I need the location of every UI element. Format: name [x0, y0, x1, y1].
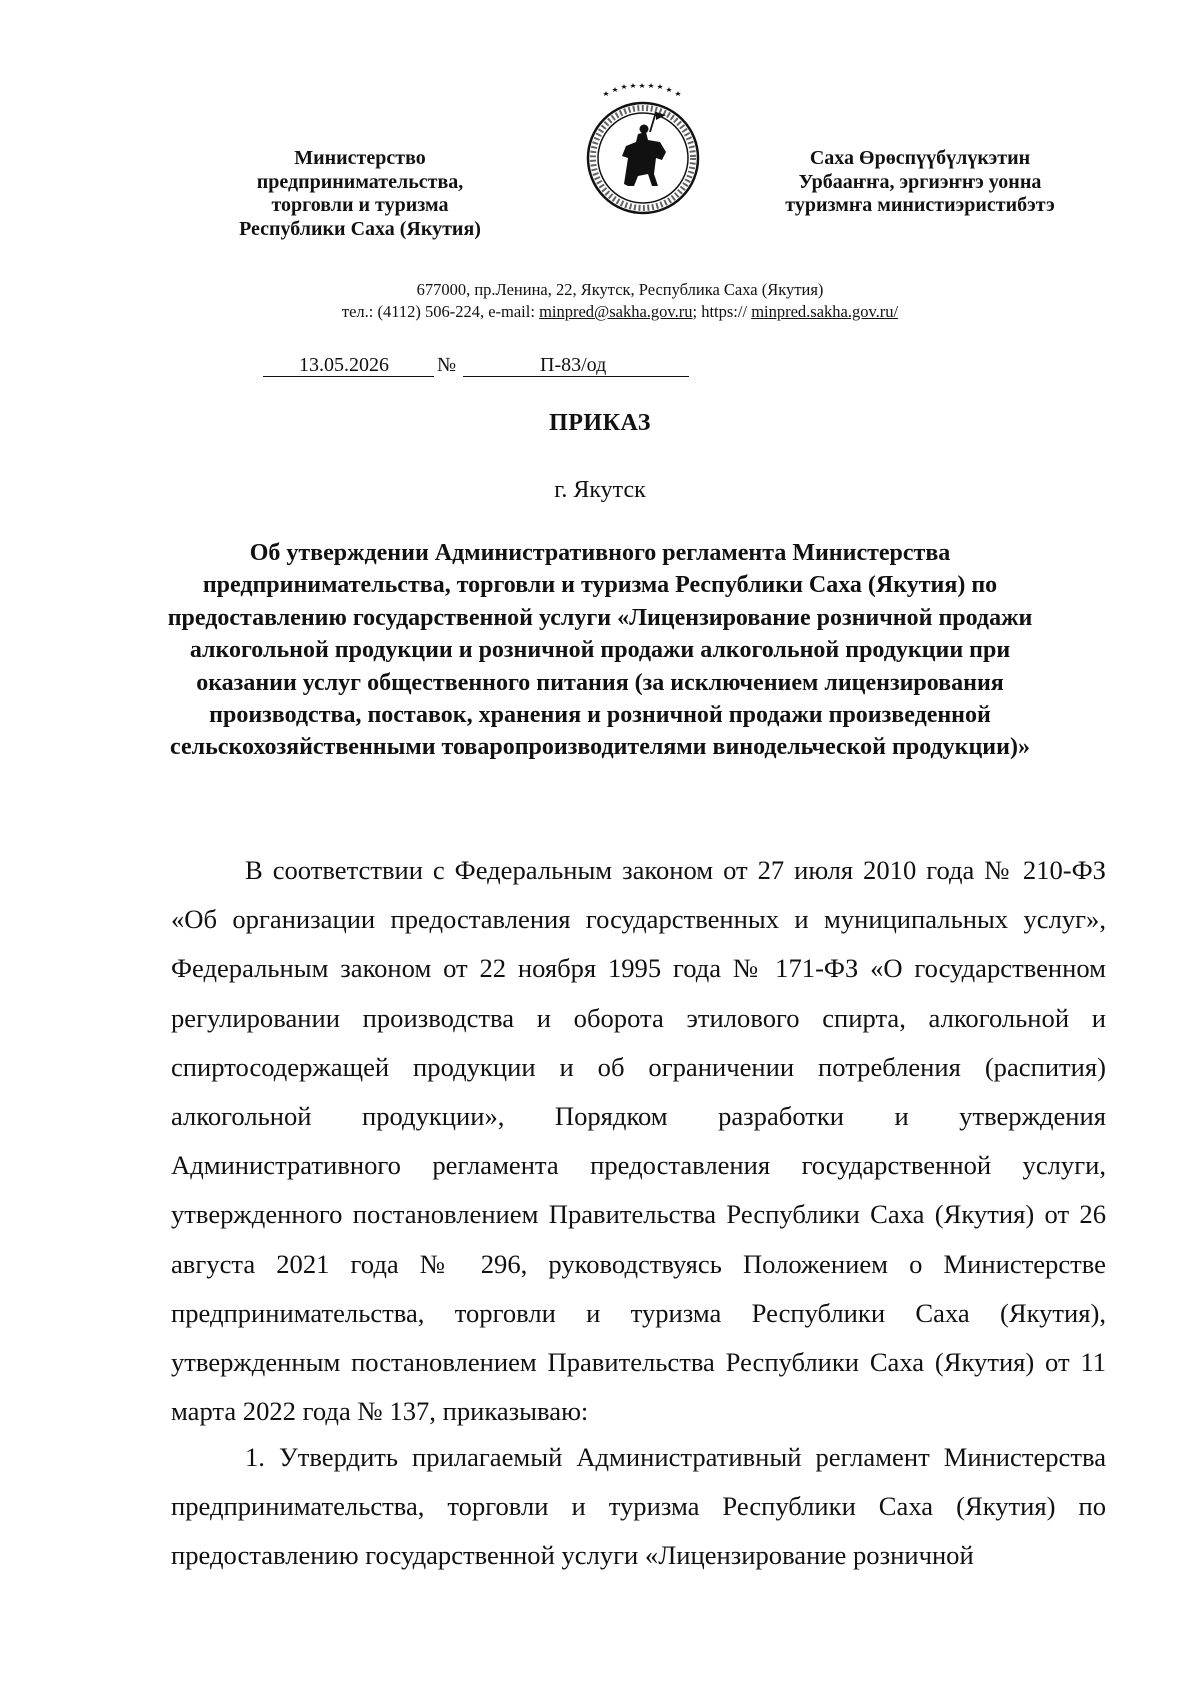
ministry-name-line: предпринимательства, [256, 170, 464, 193]
postal-address: 677000, пр.Ленина, 22, Якутск, Республика Саха (Якутия) [416, 280, 824, 299]
document-title: ПРИКАЗ [549, 410, 651, 436]
email-link[interactable]: minpred@sakha.gov.ru [539, 302, 693, 321]
body-paragraph: В соответствии с Федеральным законом от 27 июля 2010 года № 210-ФЗ «Об организации предоставления государственных и муниципальных услуг», Федеральным законом от 22 ноября 1995 года № 171-ФЗ «О государственном регулировании производства и оборота этилового спирта, алкогольной и спиртосодержащей продукции и об ограничении потребления (распития) алкогольной продукции», Порядком разработки и утверждения Административного регламента предоставления государственной услуги, утвержденного постановлением Правительства Республики Саха (Якутия) от 26 августа 2021 года № 296, руководствуясь Положением о Министерстве предпринимательства, торговли и туризма Республики Саха (Якутия), утвержденным постановлением Правительства Республики Саха (Якутия) от 11 марта 2022 года № 137, приказываю: [171, 855, 1106, 1427]
website-link[interactable]: minpred.sakha.gov.ru/ [751, 302, 899, 321]
contact-block [240, 279, 1000, 323]
ministry-name-russian [190, 147, 530, 241]
ministry-name-sakha [730, 147, 1110, 218]
ministry-name-line: торговли и туризма [271, 194, 449, 216]
coat-of-arms-icon [582, 82, 704, 228]
registration-number: П-83/од [540, 354, 607, 376]
ministry-name-line: Урбааҥҥа, эргиэҥҥэ уонна [798, 170, 1042, 193]
number-sign: № [437, 354, 457, 376]
registration-date: 13.05.2026 [299, 354, 389, 376]
ministry-name-line: туризмҥа министиэристибэтэ [785, 194, 1055, 216]
body-paragraph: 1. Утвердить прилагаемый Административный регламент Министерства предпринимательства, торговли и туризма Республики Саха (Якутия) по предоставлению государственной услуги «Лицензирование розничной [171, 1442, 1106, 1571]
document-subject: Об утверждении Административного регламента Министерства предпринимательства, торговли и туризма Республики Саха (Якутия) по предоставлению государственной услуги «Лицензирование розничной продажи алкогольной продукции и розничной продажи алкогольной продукции при оказании услуг общественного питания (за исключением лицензирования производства, поставок, хранения и розничной продажи произведенной сельскохозяйственными товаропроизводителями винодельческой продукции)» [167, 540, 1033, 761]
contact-line [240, 301, 1000, 323]
ministry-name-line: Саха Өрөспүүбүлүкэтин [809, 147, 1031, 169]
site-prefix: ; https:// [692, 302, 752, 321]
ministry-name-line: Министерство [294, 147, 426, 169]
phone-text: тел.: (4112) 506-224, e-mail: [341, 302, 540, 321]
ministry-name-line: Республики Саха (Якутия) [239, 217, 481, 240]
document-city: г. Якутск [554, 477, 646, 503]
